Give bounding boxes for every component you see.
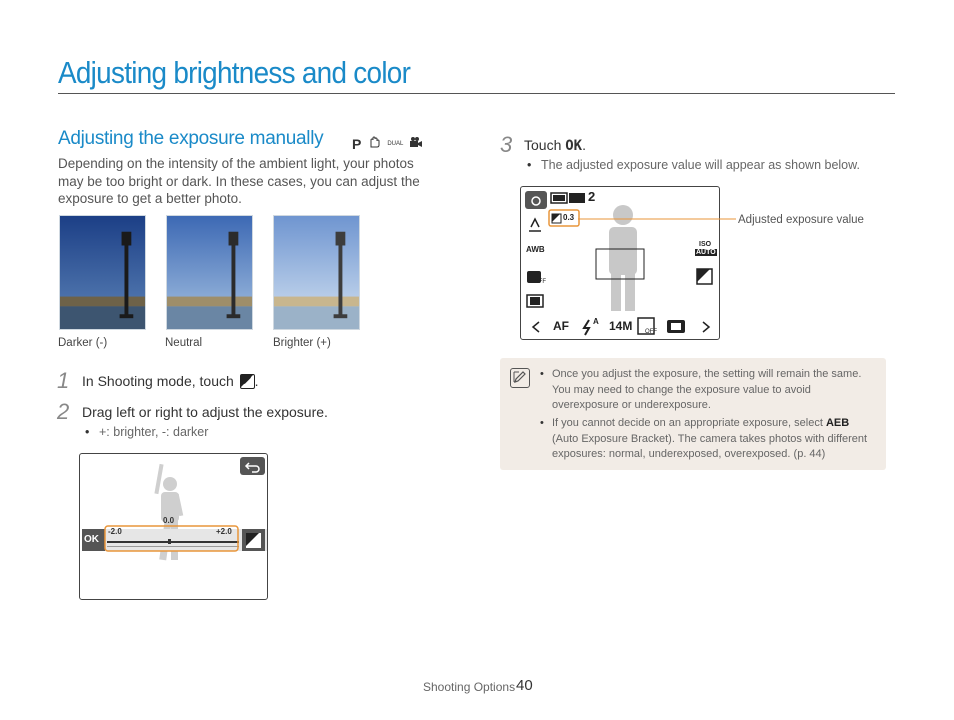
program-mode-icon: P <box>352 135 362 152</box>
mode-icons <box>352 135 423 152</box>
note-2-before: If you cannot decide on an appropriate exposure, select <box>552 417 826 429</box>
movie-icon <box>409 136 423 151</box>
callout-label: Adjusted exposure value <box>738 214 864 226</box>
shooting-screen <box>520 186 720 340</box>
menu-right-arrow[interactable] <box>699 317 713 335</box>
step-1-label: In Shooting mode, touch <box>82 373 234 389</box>
slider-max: +2.0 <box>216 527 232 536</box>
title-divider <box>58 93 895 94</box>
page-title: Adjusting brightness and color <box>58 55 411 90</box>
photo-label-neutral: Neutral <box>165 337 203 349</box>
step-1-suffix: . <box>254 373 259 389</box>
exposure-icon <box>240 374 255 389</box>
back-button[interactable] <box>240 457 265 475</box>
menu-left-arrow[interactable] <box>529 317 543 335</box>
slider-value: 0.0 <box>163 516 175 525</box>
photo-label-darker: Darker (-) <box>58 337 108 349</box>
note-2-after: (Auto Exposure Bracket). The camera takes photos with different exposures: normal, underexposed, overexposed. (p. 44) <box>552 432 868 460</box>
iso-label: ISO <box>699 241 712 248</box>
note-item-1: • Once you adjust the exposure, the setting will remain the same. You may need to change the exposure value to avoid overexposure or underexposure. <box>552 367 878 414</box>
photo-neutral <box>166 215 253 330</box>
step-3-bullet: • The adjusted exposure value will appear as shown below. <box>541 158 860 172</box>
iso-auto-label: AUTO <box>696 249 716 256</box>
dual-is-icon: DUAL <box>387 140 404 147</box>
ok-button[interactable]: OK <box>84 534 99 545</box>
face-detect-off-label: OFF <box>534 279 546 285</box>
ev-value: 0.3 <box>563 213 575 222</box>
photo-label-brighter: Brighter (+) <box>273 337 331 349</box>
step-2-bullet: • +: brighter, -: darker <box>99 425 208 439</box>
shot-count: 2 <box>588 189 596 204</box>
photo-darker <box>59 215 146 330</box>
intro-paragraph: Depending on the intensity of the ambient light, your photos may be too bright or dark. In these cases, you can adjust the exposure to get a better photo. <box>58 156 420 206</box>
flash-auto-label: A <box>593 317 599 326</box>
slider-min: -2.0 <box>108 527 122 536</box>
step-2-text: Drag left or right to adjust the exposure. <box>82 404 328 420</box>
step-3-suffix: . <box>582 137 586 153</box>
callout-line <box>578 214 738 224</box>
step-3-text <box>524 137 586 154</box>
step-number-2: 2 <box>57 399 70 424</box>
white-balance-label: AWB <box>526 245 545 254</box>
anti-shake-icon <box>367 135 381 152</box>
focus-af-label[interactable]: AF <box>553 319 569 333</box>
exposure-adjust-screen <box>79 453 268 600</box>
face-detect-bottom-off-label: OFF <box>645 329 657 335</box>
page-number: 40 <box>516 677 533 694</box>
step-1-text <box>82 373 259 389</box>
note-pencil-icon <box>510 368 530 388</box>
photo-brighter <box>273 215 360 330</box>
step-number-1: 1 <box>57 368 70 393</box>
note-item-2 <box>552 416 878 463</box>
note-2-aeb: AEB <box>825 417 850 429</box>
section-title: Adjusting the exposure manually <box>58 128 324 149</box>
ok-icon: OK <box>565 138 583 154</box>
footer-section-label: Shooting Options <box>423 680 516 694</box>
step-number-3: 3 <box>500 132 513 157</box>
step-3-label: Touch <box>524 137 562 153</box>
photo-size-label[interactable]: 14M <box>609 319 633 333</box>
exposure-slider[interactable] <box>107 529 239 549</box>
